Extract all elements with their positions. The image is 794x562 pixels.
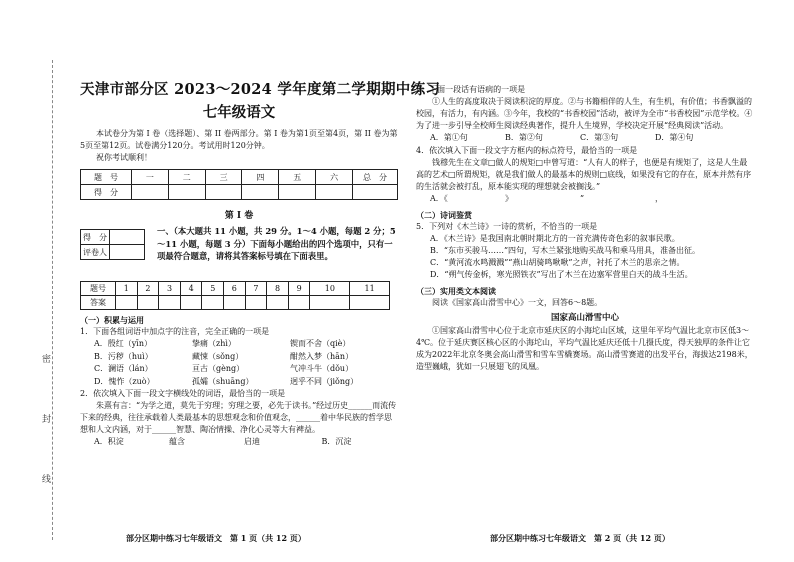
answer-num: 1 bbox=[116, 282, 138, 296]
score-input-cell[interactable] bbox=[242, 185, 279, 200]
answer-num: 4 bbox=[180, 282, 202, 296]
exam-subtitle: 七年级语文 bbox=[202, 104, 276, 121]
option-text: D．第④句 bbox=[655, 133, 694, 142]
option-text: A．殷红（yīn） bbox=[94, 339, 153, 348]
answer-cell[interactable] bbox=[180, 296, 202, 310]
option-text: A．《 bbox=[430, 193, 448, 203]
option-text: A．第①句 bbox=[430, 133, 468, 142]
score-input-cell[interactable] bbox=[205, 185, 242, 200]
question-4-options bbox=[416, 193, 754, 206]
option-text: A．积淀 bbox=[94, 437, 124, 447]
question-2-options bbox=[80, 436, 398, 449]
page-1 bbox=[80, 78, 441, 449]
score-input-cell[interactable] bbox=[279, 185, 316, 200]
binding-char: 线 bbox=[42, 475, 52, 485]
article-title: 国家高山滑雪中心 bbox=[550, 313, 619, 324]
option-text: 挚痛（zhì） bbox=[192, 339, 236, 348]
score-cell: 题 号 bbox=[81, 170, 132, 185]
score-cell: 二 bbox=[168, 170, 205, 185]
exam-instructions: 本试卷分为第 I 卷（选择题）、第 II 卷两部分。第 I 卷为第1页至第4页，第 II 卷为第5页至第12页。试卷满分120分。考试用时120分钟。 bbox=[80, 129, 398, 150]
option-text: 孤孀（shuāng） bbox=[192, 376, 254, 386]
binding-dashed-line bbox=[52, 60, 53, 540]
answer-table bbox=[80, 281, 390, 310]
question-5-option-a: A．《木兰诗》是我国南北朝时期北方的一首充满传奇色彩的叙事民歌。 bbox=[430, 234, 680, 244]
score-table-header bbox=[81, 170, 398, 185]
question-3-options bbox=[416, 132, 754, 145]
question-2-passage: 朱熹有言：“为学之道，莫先于穷理；穷理之要，必先于读书。”经过历史______而流传下来的经典，往往承载着人类最基本的思想观念和价值观念，______着中华民族的哲学思想和人文内涵，对于______智慧、陶冶情操、净化心灵等大有裨益。 bbox=[80, 401, 397, 435]
part-heading: （三）实用类文本阅读 bbox=[416, 286, 496, 297]
answer-num: 3 bbox=[159, 282, 181, 296]
option-text: B．第②句 bbox=[505, 133, 543, 142]
grader-input-cell[interactable] bbox=[110, 245, 145, 260]
answer-cell[interactable] bbox=[137, 296, 159, 310]
option-text: D．愧怍（zuò） bbox=[94, 376, 155, 386]
section-1-instructions: 一、（本大题共 11 小题，共 29 分。1～4 小题，每题 2 分；5～11 小题，每题 3 分）下面每小题给出的四个选项中，只有一项最符合题意，请将其答案标号填在下面表里。 bbox=[157, 226, 396, 261]
answer-table-label: 题号 bbox=[81, 282, 116, 296]
score-cell: 一 bbox=[132, 170, 169, 185]
answer-num: 8 bbox=[267, 282, 289, 296]
binding-char: 密 bbox=[42, 355, 52, 365]
option-text: B．污秽（huì） bbox=[94, 351, 153, 361]
question-3-passage: ①人生的高度取决于阅读积淀的厚度。②与书籍相伴的人生，有生机，有价值；书香飘溢的校园，有活力，有内涵。③今年，我校的“书香校园”活动，被评为全市“书香校园”示范学校。④为了进一步引导全校师生阅读经典著作，提升人生境界，学校决定开展“经典阅读”活动。 bbox=[416, 97, 753, 130]
option-text: ， bbox=[655, 193, 663, 203]
option-text: 锲而不舍（qiè） bbox=[290, 339, 351, 348]
score-cell: 五 bbox=[279, 170, 316, 185]
grader-label: 评卷人 bbox=[81, 245, 110, 260]
volume-1-heading: 第 I 卷 bbox=[224, 211, 254, 221]
answer-cell[interactable] bbox=[310, 296, 350, 310]
score-cell: 三 bbox=[205, 170, 242, 185]
part-heading: （二）诗词鉴赏 bbox=[416, 210, 472, 221]
section-1 bbox=[80, 225, 398, 275]
score-cell: 四 bbox=[242, 170, 279, 185]
score-input-cell[interactable] bbox=[316, 185, 353, 200]
score-input-cell[interactable] bbox=[168, 185, 205, 200]
grader-label: 得 分 bbox=[81, 230, 110, 245]
answer-num: 10 bbox=[310, 282, 350, 296]
page-2 bbox=[416, 84, 754, 373]
page-1-footer: 部分区期中练习七年级语文 第 1 页（共 12 页） bbox=[126, 533, 306, 543]
option-text: ” bbox=[580, 193, 585, 203]
answer-num: 5 bbox=[202, 282, 224, 296]
option-text: C．第③句 bbox=[580, 133, 619, 142]
score-table bbox=[80, 169, 398, 200]
option-text: 迥乎不同（jiǒng） bbox=[290, 376, 359, 386]
part-heading: （一）积累与运用 bbox=[80, 315, 144, 325]
score-cell: 得 分 bbox=[81, 185, 132, 200]
option-text: 气冲斗牛（dǒu） bbox=[290, 364, 354, 374]
answer-num: 6 bbox=[224, 282, 246, 296]
answer-cell[interactable] bbox=[350, 296, 390, 310]
article-paragraph: ①国家高山滑雪中心位于北京市延庆区的小海坨山区域，这里年平均气温比北京市区低3～4℃。位于延庆赛区核心区的小海坨山，平均气温比延庆还低十几摄氏度，得天独厚的条件让它成为2022年北京冬奥会高山滑雪和雪车雪橇赛场。高山滑雪赛道的出发平台，海拔达2198米，造型巍峨，犹如一只展翅飞的凤凰。 bbox=[416, 326, 753, 372]
question-1-options bbox=[80, 338, 398, 388]
question-3-stem: 3．下面一段话有语病的一项是 bbox=[416, 85, 526, 94]
answer-cell[interactable] bbox=[267, 296, 289, 310]
score-cell: 总 分 bbox=[353, 170, 398, 185]
option-text: B．沉淀 bbox=[321, 437, 352, 447]
answer-num: 11 bbox=[350, 282, 390, 296]
answer-cell[interactable] bbox=[245, 296, 267, 310]
binding-char: 封 bbox=[42, 415, 52, 425]
exam-wish: 祝你考试顺利！ bbox=[96, 153, 152, 162]
score-cell: 六 bbox=[316, 170, 353, 185]
grader-box bbox=[80, 229, 145, 260]
question-5-option-c: C．“黄河流水鸣溅溅”“燕山胡骑鸣啾啾”之声，衬托了木兰的思亲之情。 bbox=[430, 258, 685, 268]
answer-cell[interactable] bbox=[159, 296, 181, 310]
option-text: 》 bbox=[505, 193, 513, 203]
binding-margin bbox=[0, 0, 60, 562]
answer-cell[interactable] bbox=[116, 296, 138, 310]
reading-intro: 阅读《国家高山滑雪中心》一文，回答6～8题。 bbox=[432, 298, 603, 308]
option-text: 藏悚（sǒng） bbox=[192, 351, 244, 361]
answer-num: 9 bbox=[288, 282, 310, 296]
score-input-cell[interactable] bbox=[353, 185, 398, 200]
answer-table-label: 答案 bbox=[81, 296, 116, 310]
question-4-stem: 4．依次填入下面一段文字方框内的标点符号，最恰当的一项是 bbox=[416, 145, 638, 155]
score-table-row bbox=[81, 185, 398, 200]
grader-input-cell[interactable] bbox=[110, 230, 145, 245]
question-5-option-b: B．“东市买骏马……”四句，写木兰紧张地购买战马和乘马用具，准备出征。 bbox=[430, 246, 701, 256]
question-1-stem: 1．下面各组词语中加点字的注音，完全正确的一项是 bbox=[80, 327, 270, 336]
answer-cell[interactable] bbox=[202, 296, 224, 310]
option-text: 启迪 bbox=[244, 437, 260, 447]
page-2-footer: 部分区期中练习七年级语文 第 2 页（共 12 页） bbox=[490, 533, 670, 543]
answer-cell[interactable] bbox=[224, 296, 246, 310]
question-5-stem: 5．下列对《木兰诗》一诗的赏析，不恰当的一项是 bbox=[416, 222, 598, 232]
option-text: 蕴含 bbox=[169, 437, 185, 447]
question-5-option-d: D．“朔气传金柝，寒光照铁衣”写出了木兰在边塞军营里白天的战斗生活。 bbox=[430, 270, 693, 280]
score-input-cell[interactable] bbox=[132, 185, 169, 200]
question-2-stem: 2．依次填入下面一段文字横线处的词语，最恰当的一项是 bbox=[80, 389, 286, 399]
question-4-passage: 钱穆先生在文章□做人的规矩□中曾写道：“人有人的样子，也便是有规矩了，这是人生最高的艺术□所谓规矩，就是我们做人的最基本的规则□底线，如果没有它的存在，原本并然有序的生活就会被打乱，原本能实现的理想就会被搁浅。” bbox=[416, 157, 752, 191]
exam-title: 天津市部分区 2023～2024 学年度第二学期期中练习 bbox=[80, 81, 441, 98]
answer-num: 7 bbox=[245, 282, 267, 296]
option-text: C．澜语（lán） bbox=[94, 364, 153, 374]
option-text: 酣然入梦（hān） bbox=[290, 351, 354, 361]
option-text: 亘古（gèng） bbox=[192, 364, 245, 374]
answer-cell[interactable] bbox=[288, 296, 310, 310]
answer-num: 2 bbox=[137, 282, 159, 296]
